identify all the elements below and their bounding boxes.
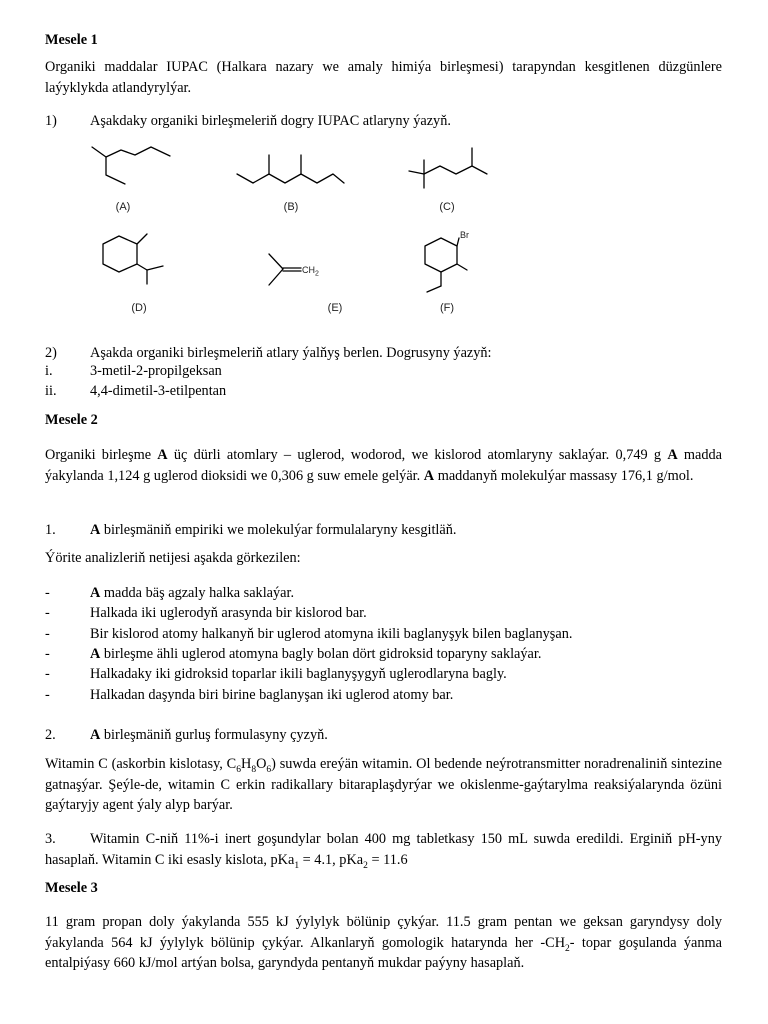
- structure-f-br-bond: [457, 238, 459, 246]
- structure-e-bond-2: [269, 269, 283, 285]
- mesele1-title: Mesele 1: [45, 32, 98, 48]
- bullet-item: - Halkada iki uglerodyň arasynda bir kislorod bar.: [45, 605, 367, 621]
- mesele1-q2-item: [45, 381, 722, 401]
- mesele3-title: Mesele 3: [45, 880, 98, 896]
- structure-c: [403, 140, 503, 220]
- question-text: A birleşmäniň empiriki we molekulýar formulalaryny kesgitläň.: [90, 522, 457, 538]
- structure-c-label: (C): [439, 201, 455, 213]
- item-number: i.: [45, 363, 53, 379]
- structure-c-chain: [409, 166, 487, 174]
- question-text: Aşakda organiki birleşmeleriň atlary ýalňyş berlen. Dogrusyny ýazyň:: [90, 345, 492, 361]
- structure-d-isopropyl: [137, 264, 147, 270]
- mesele1-question2: [45, 343, 722, 363]
- mesele2-title: Mesele 2: [45, 412, 98, 428]
- structure-b-chain: [237, 174, 344, 183]
- structure-b: [233, 140, 353, 220]
- mesele2-question2: [45, 725, 722, 745]
- question-number: 1): [45, 113, 57, 129]
- question-text: A birleşmäniň gurluş formulasyny çyzyň.: [90, 727, 328, 743]
- structure-e-ch2: $CH_2$: [302, 265, 319, 278]
- structure-b-label: (B): [283, 201, 299, 213]
- mesele2-question1: [45, 520, 722, 540]
- item-text: 4,4-dimetil-3-etilpentan: [90, 383, 227, 399]
- bullet-item: - A madda bäş agzaly halka saklaýar.: [45, 585, 295, 601]
- structure-d-label: (D): [131, 302, 147, 314]
- bullet-item: - Bir kislorod atomy halkanyň bir uglerod atomyna ikili baglanyşyk bilen baglanyşan.: [45, 626, 573, 642]
- structure-a-chain: [106, 147, 170, 157]
- question-number: 2): [45, 345, 57, 361]
- structure-d: [85, 222, 185, 320]
- bullet-item: - Halkadaky iki gidroksid toparlar ikili baglanyşygyň uglerodlaryna bagly.: [45, 666, 507, 682]
- structure-f-br: Br: [460, 230, 469, 240]
- structure-f: [407, 222, 507, 320]
- vitamin-c-paragraph: Witamin C (askorbin kislotasy, $C_6H_8O_6$) suwda ereýän witamin. Ol bedende neýrotransmitter noradrenaliniň sintezine gatnaşýar. Şeýle-de, witamin C erkin radikallary bitaraplaşdyrýar we okislenme-gaýtarylma reaksiýalarynda özüni gaýtaryjy agent ýaly alyp barýar.: [45, 756, 722, 813]
- mesele2-paragraph: Organiki birleşme A üç dürli atomlary – uglerod, wodorod, we kislorod atomlaryny saklaýar. 0,749 g A madda ýakylanda 1,124 g uglerod dioksidi we 0,306 g suw emele gelýär. A maddanyň molekulýar massasy 176,1 g/mol.: [45, 447, 722, 484]
- structure-e-bond-1: [269, 254, 283, 269]
- question-number: 2.: [45, 727, 56, 743]
- structure-a-bonds: [92, 147, 125, 184]
- mesele1-q2-item: [45, 361, 722, 381]
- structure-d-ring: [103, 236, 137, 272]
- structure-f-ethyl-2: [427, 286, 441, 292]
- question-number: 1.: [45, 522, 56, 538]
- bullet-item: - Halkadan daşynda biri birine baglanyşan iki uglerod atomy bar.: [45, 687, 454, 703]
- structure-d-isopropyl-1: [147, 266, 163, 270]
- structure-d-methyl: [137, 234, 147, 244]
- structure-a-label: (A): [115, 201, 131, 213]
- structure-e: [245, 222, 375, 320]
- item-number: ii.: [45, 383, 57, 399]
- question-text: Aşakdaky organiki birleşmeleriň dogry IUPAC atlaryny ýazyň.: [90, 113, 451, 129]
- structure-f-ring: [425, 238, 457, 272]
- item-text: 3-metil-2-propilgeksan: [90, 363, 222, 379]
- mesele2-question3: 3. Witamin C-niň 11%-i inert goşundylar bolan 400 mg tabletkasy 150 mL suwda eredildi. Erginiň pH-yny hasaplaň. Witamin C iki esasly kislota, pKa$_1$ = 4.1, pKa$_2$ = 11.6: [45, 831, 722, 871]
- structure-a: [85, 140, 185, 220]
- mesele1-question1: [45, 111, 722, 131]
- structure-e-label: (E): [327, 302, 343, 314]
- bullet-item: - A birleşme ähli uglerod atomyna bagly bolan dört gidroksid toparyny saklaýar.: [45, 646, 542, 662]
- structure-f-methyl: [457, 264, 467, 270]
- analysis-intro: Ýörite analizleriň netijesi aşakda görkezilen:: [45, 550, 301, 566]
- mesele1-intro: Organiki maddalar IUPAC (Halkara nazary we amaly himiýa birleşmesi) tarapyndan kesgitlenen düzgünlere laýyklykda atlandyrylýar.: [45, 59, 722, 96]
- structure-f-label: (F): [439, 302, 455, 314]
- mesele3-paragraph: 11 gram propan doly ýakylanda 555 kJ ýylylyk bölünip çykýar. 11.5 gram pentan we geksan garyndysy doly ýakylanda 564 kJ ýylylyk bölünip çykýar. Alkanlaryň gomologik hatarynda her $-CH_2-$ topar goşulanda ýanma entalpiýasy 660 kJ/mol artýan bolsa, garyndyda pentanyň mukdar paýyny hasaplaň.: [45, 914, 722, 971]
